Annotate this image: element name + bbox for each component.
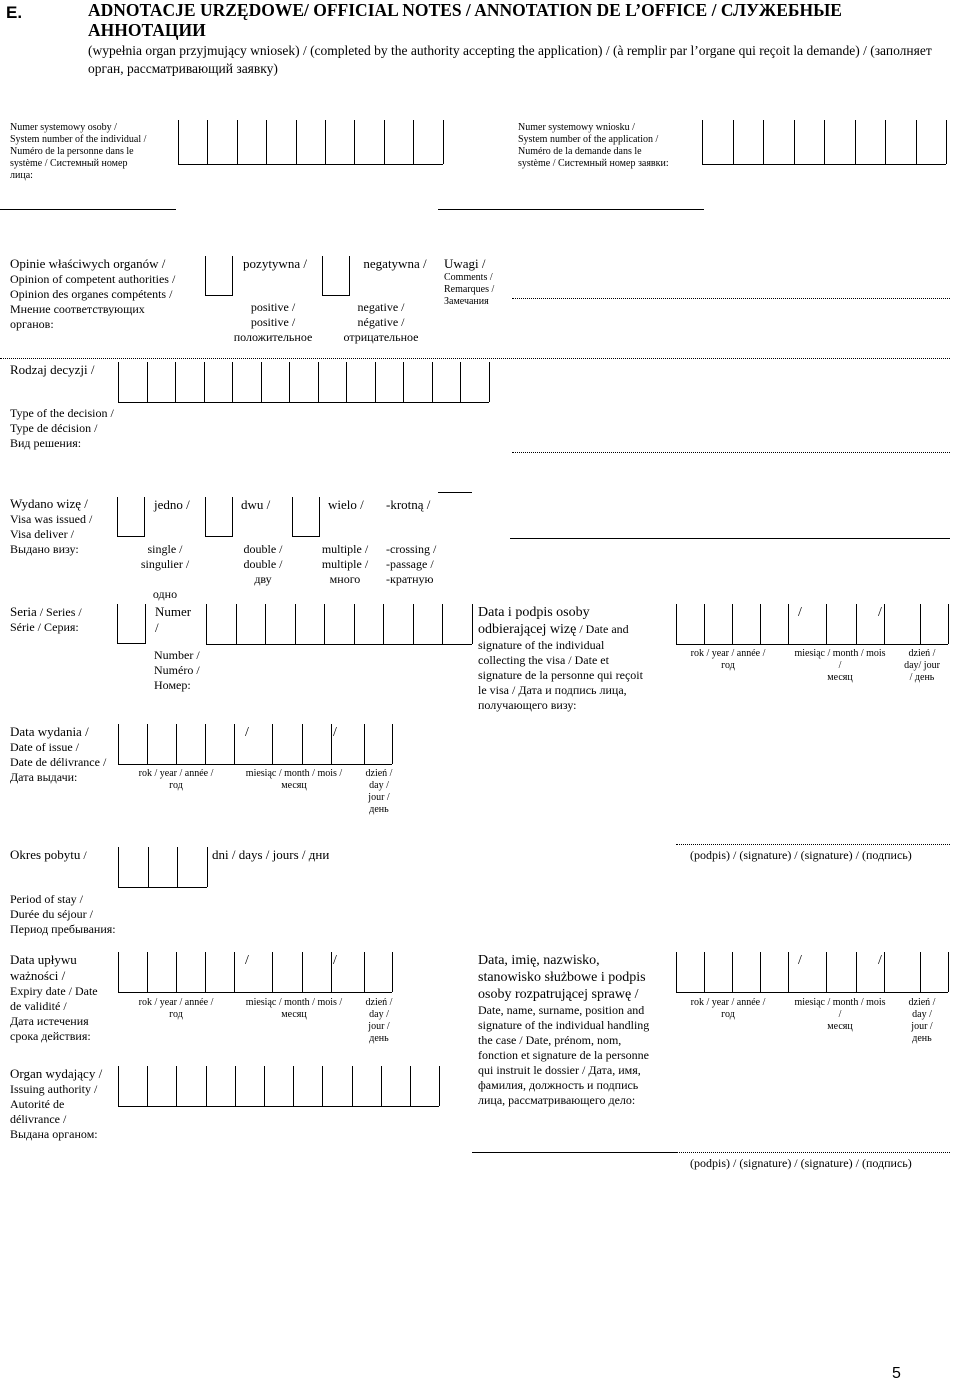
handler-label-rest: Date, name, surname, position and signature of the individual handling the case / Date, prénom, nom, fonction et signature de la personne qui instruit le dossier / Дата, имя, фамилия, должность и подпись лица, рассматривающего дело: (478, 1003, 650, 1107)
handler-date-slash-1: / (798, 953, 802, 968)
comb-divider (118, 362, 119, 402)
comments-label-rest: Comments / Remarques / Замечания (444, 272, 495, 307)
positive-label-main: pozytywna / (243, 256, 307, 271)
comb-divider (884, 604, 885, 644)
comb-divider (763, 120, 764, 164)
comb-divider (920, 604, 921, 644)
comb-divider (855, 120, 856, 164)
comb-divider (826, 604, 827, 644)
individual-system-number-label: Numer systemowy osoby / System number of the individual / Numéro de la personne dans le système / Системный номер лица: (10, 122, 147, 181)
receipt-month-label: miesiąc / month / mois / месяц (794, 648, 886, 683)
stay-label-slash: / (80, 848, 87, 862)
number-label-main: Numer / (155, 604, 192, 635)
visa-multiple-main: wielo / (328, 497, 364, 512)
comb-divider (118, 952, 119, 992)
comb-baseline (118, 1106, 439, 1107)
comb-divider (234, 724, 235, 764)
opinion-label (10, 256, 210, 332)
comb-divider (176, 952, 177, 992)
comb-divider (118, 724, 119, 764)
negative-label-rest: negative / négative / отрицательное (343, 300, 419, 344)
comb-divider (392, 952, 393, 992)
comb-divider (856, 952, 857, 992)
visa-issued-label-rest: Visa was issued / Visa deliver / Выдано визу: (10, 512, 93, 556)
comb-divider (885, 120, 886, 164)
comb-baseline (118, 992, 392, 993)
stay-days-field[interactable] (118, 847, 207, 887)
comb-divider (176, 1066, 177, 1106)
opinion-negative-checkbox[interactable] (322, 256, 350, 296)
comb-divider (236, 604, 237, 644)
individual-number-underline (0, 209, 176, 210)
comb-divider (676, 604, 677, 644)
comb-divider (232, 362, 233, 402)
opinion-separator (0, 358, 950, 359)
comb-divider (234, 952, 235, 992)
comb-divider (147, 952, 148, 992)
comb-divider (206, 1066, 207, 1106)
receipt-label-main: Data i podpis osoby odbierającej wizę (478, 605, 590, 637)
visa-multiple-checkbox[interactable] (292, 497, 320, 537)
comb-divider (392, 724, 393, 764)
comb-divider (346, 362, 347, 402)
issue-day-label: dzień / day / jour / день (365, 768, 393, 815)
comb-divider (331, 952, 332, 992)
comb-divider (176, 724, 177, 764)
expiry-date-slash-2: / (333, 953, 337, 968)
visa-multiple-rest: multiple / multiple / много (321, 542, 369, 586)
comb-divider (272, 724, 273, 764)
comb-divider (207, 120, 208, 164)
comb-divider (948, 952, 949, 992)
comb-divider (442, 604, 443, 644)
comb-divider (788, 952, 789, 992)
comb-divider (206, 604, 207, 644)
comb-divider (824, 120, 825, 164)
comb-divider (324, 604, 325, 644)
comb-divider (354, 604, 355, 644)
decision-label-main: Rodzaj decyzji / (10, 362, 95, 377)
receipt-signature-line[interactable] (676, 844, 950, 845)
decision-line[interactable] (512, 452, 950, 453)
comb-divider (295, 604, 296, 644)
comb-divider (266, 120, 267, 164)
receipt-date-field[interactable] (676, 604, 948, 644)
opinion-positive-option (230, 256, 320, 272)
comb-divider (410, 1066, 411, 1106)
visa-count-field[interactable] (438, 492, 472, 493)
handler-year-label: rok / year / année / год (690, 997, 766, 1020)
comb-divider (354, 120, 355, 164)
comb-divider (732, 952, 733, 992)
comb-divider (916, 120, 917, 164)
comb-divider (460, 362, 461, 402)
expiry-month-label: miesiąc / month / mois / месяц (245, 997, 343, 1020)
individual-system-number-field[interactable] (178, 120, 443, 164)
comments-label-main: Uwagi / (444, 256, 486, 271)
opinion-label-rest: Opinion of competent authorities / Opinion des organes compétents / Мнение соответствующих органов: (10, 272, 176, 331)
issue-date-slash-1: / (245, 725, 249, 740)
positive-label-rest: positive / positive / положительное (233, 300, 313, 344)
comb-divider (318, 362, 319, 402)
comb-divider (384, 120, 385, 164)
handler-day-label: dzień / day / jour / день (908, 997, 936, 1044)
comb-divider (413, 120, 414, 164)
comb-divider (489, 362, 490, 402)
opinion-positive-checkbox[interactable] (205, 256, 233, 296)
decision-type-field[interactable] (118, 362, 489, 402)
stay-label-rest: Period of stay / Durée du séjour / Период пребывания: (10, 892, 116, 936)
visa-number-field[interactable] (206, 604, 472, 644)
comb-divider (364, 952, 365, 992)
receipt-label-rest: / Date and signature of the individual collecting the visa / Date et signature de la personne qui reçoit le visa / Дата и подпись лица, получающего визу: (478, 622, 643, 712)
comb-divider (443, 120, 444, 164)
comb-divider (289, 362, 290, 402)
expiry-label-main: Data upływu ważności / (10, 952, 77, 983)
comb-divider (118, 847, 119, 887)
comb-divider (296, 120, 297, 164)
comb-divider (322, 1066, 323, 1106)
comb-divider (884, 952, 885, 992)
section-subtitle: (wypełnia organ przyjmujący wniosek) / (completed by the authority accepting the application) / (à remplir par l’organe qui reçoit la demande) / (заполняет орган, рассматривающий заявку) (88, 43, 932, 76)
comb-divider (946, 120, 947, 164)
comb-divider (302, 952, 303, 992)
series-field[interactable] (117, 604, 146, 644)
comb-divider (676, 952, 677, 992)
comb-divider (364, 724, 365, 764)
comb-divider (272, 952, 273, 992)
comb-divider (148, 847, 149, 887)
comb-divider (381, 1066, 382, 1106)
decision-label-rest: Type of the decision / Type de décision / Вид решения: (10, 406, 114, 450)
receipt-date-slash-1: / (798, 605, 802, 620)
comb-divider (331, 724, 332, 764)
series-label-rest: / Series / Série / Серия: (10, 605, 82, 634)
application-number-underline (438, 209, 704, 210)
comments-line-1[interactable] (512, 298, 950, 299)
visa-crossing-main: -krotną / (386, 497, 431, 512)
stay-label-main: Okres pobytu (10, 847, 81, 862)
comb-baseline (118, 764, 392, 765)
comb-divider (413, 604, 414, 644)
comb-divider (948, 604, 949, 644)
visa-issued-label-main: Wydano wizę / (10, 496, 88, 511)
visa-double-main: dwu / (241, 497, 271, 512)
authority-label (10, 1066, 130, 1142)
comb-divider (732, 604, 733, 644)
section-title: ADNOTACJE URZĘDOWE/ OFFICIAL NOTES / ANNOTATION DE L’OFFICE / СЛУЖЕБНЫЕ АННОТАЦИИ (88, 0, 842, 40)
issuing-authority-field[interactable] (118, 1066, 439, 1106)
comb-divider (704, 952, 705, 992)
expiry-year-label: rok / year / année / год (138, 997, 214, 1020)
comb-divider (733, 120, 734, 164)
comb-divider (826, 952, 827, 992)
comb-divider (704, 604, 705, 644)
comb-divider (235, 1066, 236, 1106)
series-label (10, 604, 110, 635)
issue-date-label (10, 724, 130, 785)
application-system-number-label: Numer systemowy wniosku / System number of the application / Numéro de la demande dans le système / Системный номер заявки: (518, 122, 669, 169)
stay-label (10, 847, 87, 863)
issue-date-label-rest: Date of issue / Date de délivrance / Дата выдачи: (10, 740, 107, 784)
comb-divider (472, 604, 473, 644)
negative-label-main: negatywna / (363, 256, 427, 271)
stay-days-unit: dni / days / jours / дни (212, 847, 330, 862)
handler-month-label: miesiąc / month / mois / месяц (794, 997, 886, 1032)
expiry-date-slash-1: / (245, 953, 249, 968)
comb-divider (302, 724, 303, 764)
expiry-date-field[interactable] (118, 952, 392, 992)
expiry-label (10, 952, 130, 1044)
opinion-label-main: Opinie właściwych organów / (10, 256, 166, 271)
issue-month-label: miesiąc / month / mois / месяц (245, 768, 343, 791)
handler-date-field[interactable] (676, 952, 948, 992)
handler-signature-line-a[interactable] (472, 1152, 676, 1153)
visa-single-checkbox[interactable] (117, 497, 145, 537)
comments-label (444, 256, 524, 308)
comb-divider (383, 604, 384, 644)
comb-divider (856, 604, 857, 644)
receipt-label (478, 604, 678, 713)
comb-divider (237, 120, 238, 164)
receipt-year-label: rok / year / année / год (690, 648, 766, 671)
handler-signature-line-b[interactable] (676, 1152, 950, 1153)
handler-date-slash-2: / (878, 953, 882, 968)
comb-divider (175, 362, 176, 402)
comb-divider (147, 362, 148, 402)
comb-divider (352, 1066, 353, 1106)
number-label-rest: Number / Numéro / Номер: (154, 648, 200, 692)
comb-divider (403, 362, 404, 402)
comb-divider (375, 362, 376, 402)
comb-baseline (118, 402, 489, 403)
comb-baseline (702, 164, 946, 165)
visa-single-main: jedno / (154, 497, 190, 512)
visa-crossing-rest: -crossing / -passage / -кратную (386, 542, 437, 586)
handler-signature-label: (podpis) / (signature) / (signature) / (подпись) (690, 1156, 912, 1170)
comb-divider (264, 1066, 265, 1106)
comb-divider (702, 120, 703, 164)
comb-divider (760, 952, 761, 992)
comb-divider (205, 724, 206, 764)
comb-divider (205, 952, 206, 992)
comb-divider (265, 604, 266, 644)
visa-single-rest: single / singulier / одно (140, 542, 190, 601)
comb-divider (325, 120, 326, 164)
comb-divider (760, 604, 761, 644)
comb-divider (147, 724, 148, 764)
visa-double-checkbox[interactable] (205, 497, 233, 537)
page-number: 5 (892, 1365, 901, 1382)
section-letter: E. (6, 3, 23, 22)
comb-baseline (206, 644, 472, 645)
comb-divider (178, 120, 179, 164)
receipt-signature-label: (podpis) / (signature) / (signature) / (подпись) (690, 848, 912, 862)
comb-divider (788, 604, 789, 644)
comb-divider (293, 1066, 294, 1106)
comb-baseline (178, 164, 443, 165)
comb-divider (177, 847, 178, 887)
comb-divider (432, 362, 433, 402)
comb-divider (147, 1066, 148, 1106)
application-system-number-field[interactable] (702, 120, 946, 164)
comb-baseline (118, 887, 207, 888)
handler-label-main: Data, imię, nazwisko, stanowisko służbowe i podpis osoby rozpatrującej sprawę / (478, 953, 646, 1002)
comb-divider (118, 1066, 119, 1106)
opinion-negative-option (350, 256, 440, 272)
visa-issued-label (10, 496, 130, 557)
handler-label (478, 952, 678, 1108)
issue-date-slash-2: / (333, 725, 337, 740)
authority-label-rest: Issuing authority / Autorité de délivrance / Выдана органом: (10, 1082, 98, 1141)
authority-label-main: Organ wydający / (10, 1066, 103, 1081)
issue-date-field[interactable] (118, 724, 392, 764)
expiry-day-label: dzień / day / jour / день (365, 997, 393, 1044)
visa-double-rest: double / double / дву (243, 542, 283, 586)
visa-issued-line[interactable] (510, 538, 950, 539)
receipt-day-label: dzień / day/ jour / день (904, 648, 940, 683)
comb-baseline (676, 992, 948, 993)
series-label-main: Seria (10, 604, 37, 619)
comb-divider (207, 847, 208, 887)
receipt-date-slash-2: / (878, 605, 882, 620)
expiry-label-rest: Expiry date / Date de validité / Дата истечения срока действия: (10, 984, 98, 1043)
comb-divider (920, 952, 921, 992)
comb-divider (794, 120, 795, 164)
comb-divider (204, 362, 205, 402)
comb-divider (261, 362, 262, 402)
comb-baseline (676, 644, 948, 645)
comb-divider (439, 1066, 440, 1106)
issue-year-label: rok / year / année / год (138, 768, 214, 791)
issue-date-label-main: Data wydania / (10, 724, 89, 739)
